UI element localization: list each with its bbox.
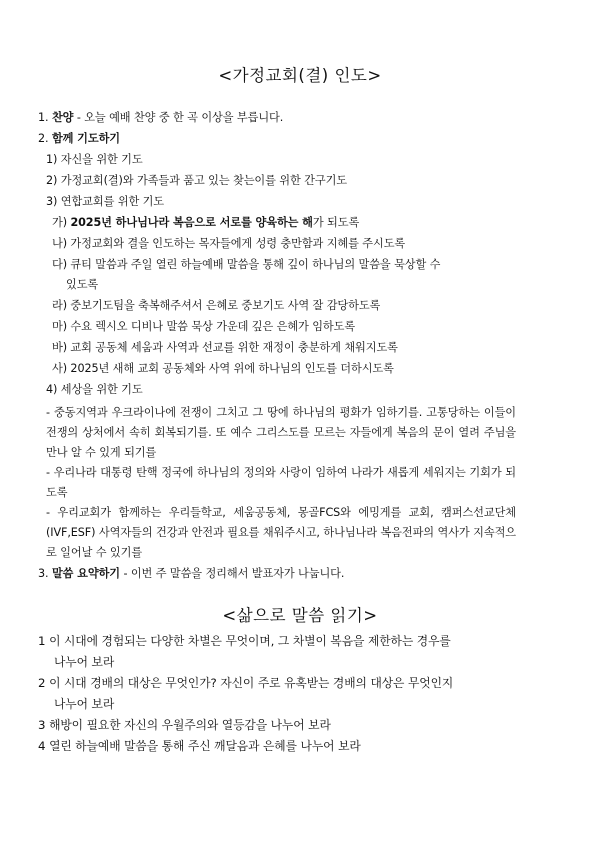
question-1-cont: 나누어 보라 [54,655,115,669]
item-heading: 함께 기도하기 [51,132,120,145]
item-text: - 이번 주 말씀을 정리해서 발표자가 나눕니다. [120,567,345,580]
item-text: - 오늘 예배 찬양 중 한 곡 이상을 부릅니다. [73,111,284,124]
question-3: 3 해방이 필요한 자신의 우월주의와 열등감을 나누어 보라 [38,718,331,732]
prayer-self: 1) 자신을 위한 기도 [46,153,143,166]
prayer-family: 2) 가정교회(결)와 가족들과 품고 있는 찾는이를 위한 간구기도 [46,174,347,187]
prayer-church-ra: 라) 중보기도팀을 축복해주셔서 은혜로 중보기도 사역 잘 감당하도록 [52,299,381,312]
item-heading: 찬양 [51,111,74,124]
item-praise [38,110,283,126]
section-title-life-reading: <삶으로 말씀 읽기> [222,606,378,625]
prayer-world-missions: - 우리교회가 함께하는 우리들학교, 세움공동체, 몽골FCS와 에밍게를 교회, 캠퍼스선교단체(IVF,ESF) 사역자들의 건강과 안전과 필요를 채워주시고, 하나님나라 복음전파의 역사가 지속적으로 일어날 수 있기를 [46,506,516,559]
prayer-church-ba: 바) 교회 공동체 세움과 사역과 선교를 위한 재정이 충분하게 채워지도록 [52,341,398,354]
question-2: 2 이 시대 경배의 대상은 무엇인가? 자신이 주로 유혹받는 경배의 대상은 무엇인지 [38,676,454,690]
item-number: 1. [38,111,49,124]
prayer-world-nation: - 우리나라 대통령 탄핵 정국에 하나님의 정의와 사랑이 임하여 나라가 새롭게 세워지는 기회가 되도록 [46,466,516,499]
prayer-church-sa: 사) 2025년 새해 교회 공동체와 사역 위에 하나님의 인도를 더하시도록 [52,362,394,375]
prayer-church: 3) 연합교회를 위한 기도 [46,195,165,208]
question-4: 4 열린 하늘예배 말씀을 통해 주신 깨달음과 은혜를 나누어 보라 [38,739,361,753]
item-heading: 말씀 요약하기 [51,567,120,580]
item-number: 2. [38,132,49,145]
prayer-world: 4) 세상을 위한 기도 [46,383,143,396]
prayer-world-war: - 중동지역과 우크라이나에 전쟁이 그치고 그 땅에 하나님의 평화가 임하기를. 고통당하는 이들이 전쟁의 상처에서 속히 회복되기를. 또 예수 그리스도를 모르는 자들에게 복음의 문이 열려 주님을 만나 알 수 있게 되기를 [46,406,516,459]
item-summary [38,566,344,582]
prayer-church-da-cont: 있도록 [66,278,99,291]
question-1: 1 이 시대에 경험되는 다양한 차별은 무엇이며, 그 차별이 복음을 제한하는 경우를 [38,634,451,648]
prayer-church-ga: 가) 2025년 하나님나라 복음으로 서로를 양육하는 해가 되도록 [52,216,360,229]
prayer-church-da: 다) 큐티 말씀과 주일 열린 하늘예배 말씀을 통해 깊이 하나님의 말씀을 묵상할 수 [52,258,441,271]
prayer-church-ma: 마) 수요 렉시오 디비나 말씀 묵상 가운데 깊은 은혜가 임하도록 [52,320,356,333]
item-number: 3. [38,567,49,580]
question-2-cont: 나누어 보라 [54,697,115,711]
prayer-church-na: 나) 가정교회와 결을 인도하는 목자들에게 성령 충만함과 지혜를 주시도록 [52,237,406,250]
section-title-house-church: <가정교회(결) 인도> [218,66,382,85]
year-theme: 2025년 하나님나라 복음으로 서로를 양육하는 해 [70,216,313,229]
item-pray-together [38,131,120,147]
